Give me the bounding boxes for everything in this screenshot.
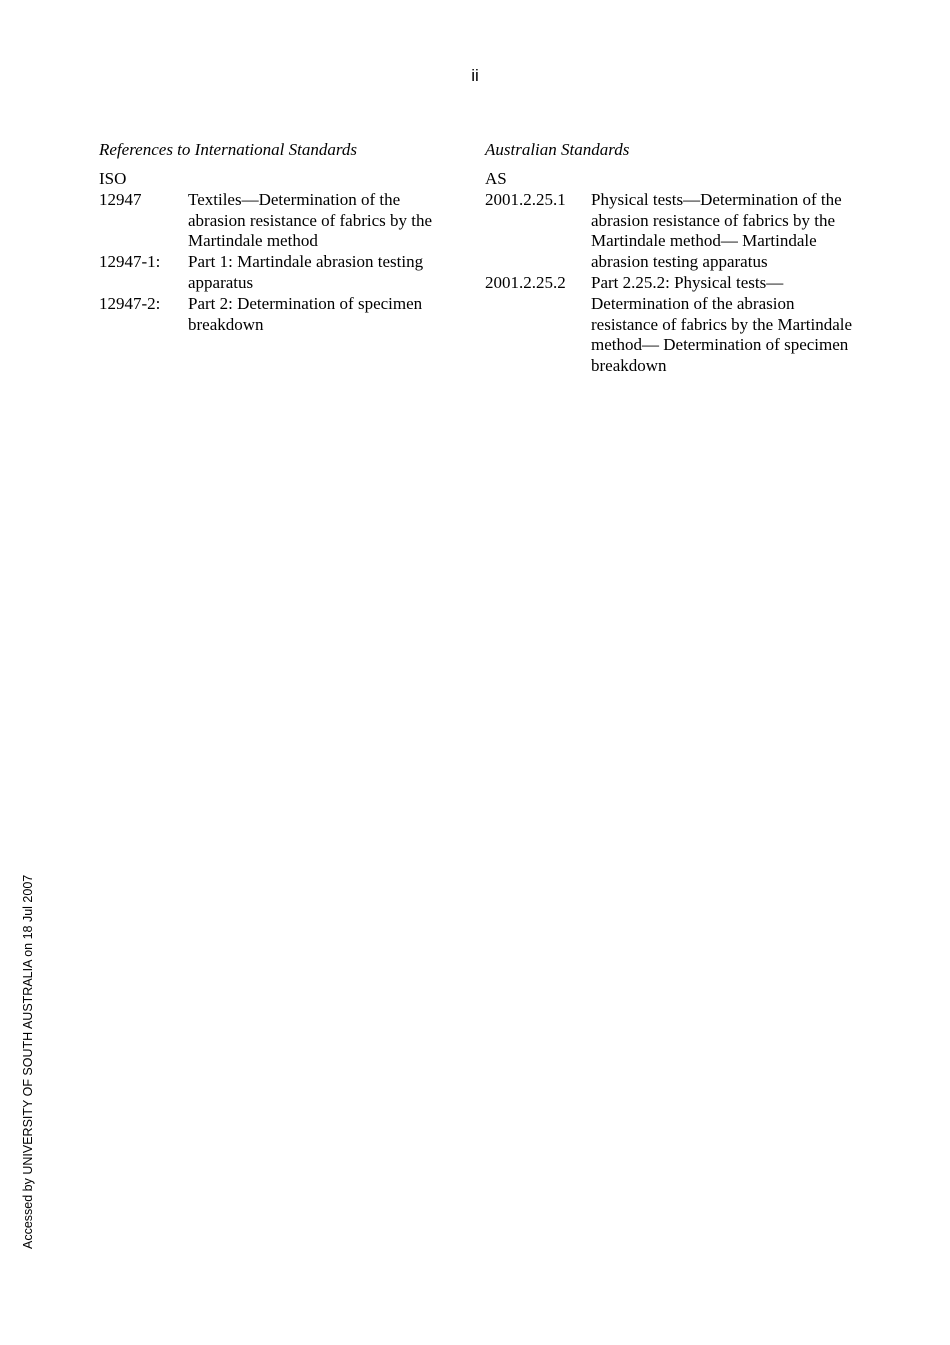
iso-entry-number: 12947-2:: [99, 293, 161, 313]
as-label: AS: [485, 169, 507, 188]
as-entry: [485, 273, 855, 377]
as-entry: [485, 190, 855, 273]
iso-label: ISO: [99, 169, 127, 188]
iso-entry: [99, 190, 449, 252]
as-entry-title: Physical tests—Determination of the abrasion resistance of fabrics by the Martindale method— Martindale abrasion testing apparatus: [591, 189, 842, 272]
iso-entry: [99, 294, 449, 336]
iso-entry-title: Part 1: Martindale abrasion testing apparatus: [188, 252, 424, 292]
page-number: ii: [471, 66, 479, 85]
iso-entry-number: 12947-1:: [99, 252, 161, 272]
iso-entry-number: 12947: [99, 189, 142, 209]
international-standards-column: [99, 139, 449, 335]
as-entry-title: Part 2.25.2: Physical tests— Determination of the abrasion resistance of fabrics by the Martindale method— Determination of specimen breakdown: [591, 272, 853, 376]
access-watermark: Accessed by UNIVERSITY OF SOUTH AUSTRALIA on 18 Jul 2007: [21, 874, 35, 1249]
as-entry-number: 2001.2.25.1: [485, 189, 566, 209]
iso-entry-title: Part 2: Determination of specimen breakdown: [188, 293, 423, 334]
as-entry-number: 2001.2.25.2: [485, 272, 566, 292]
australian-standards-heading: Australian Standards: [485, 140, 630, 159]
australian-standards-column: [485, 139, 855, 377]
international-standards-heading: References to International Standards: [99, 140, 357, 159]
iso-entry-title: Textiles—Determination of the abrasion resistance of fabrics by the Martindale method: [188, 189, 433, 251]
iso-entry: [99, 252, 449, 294]
